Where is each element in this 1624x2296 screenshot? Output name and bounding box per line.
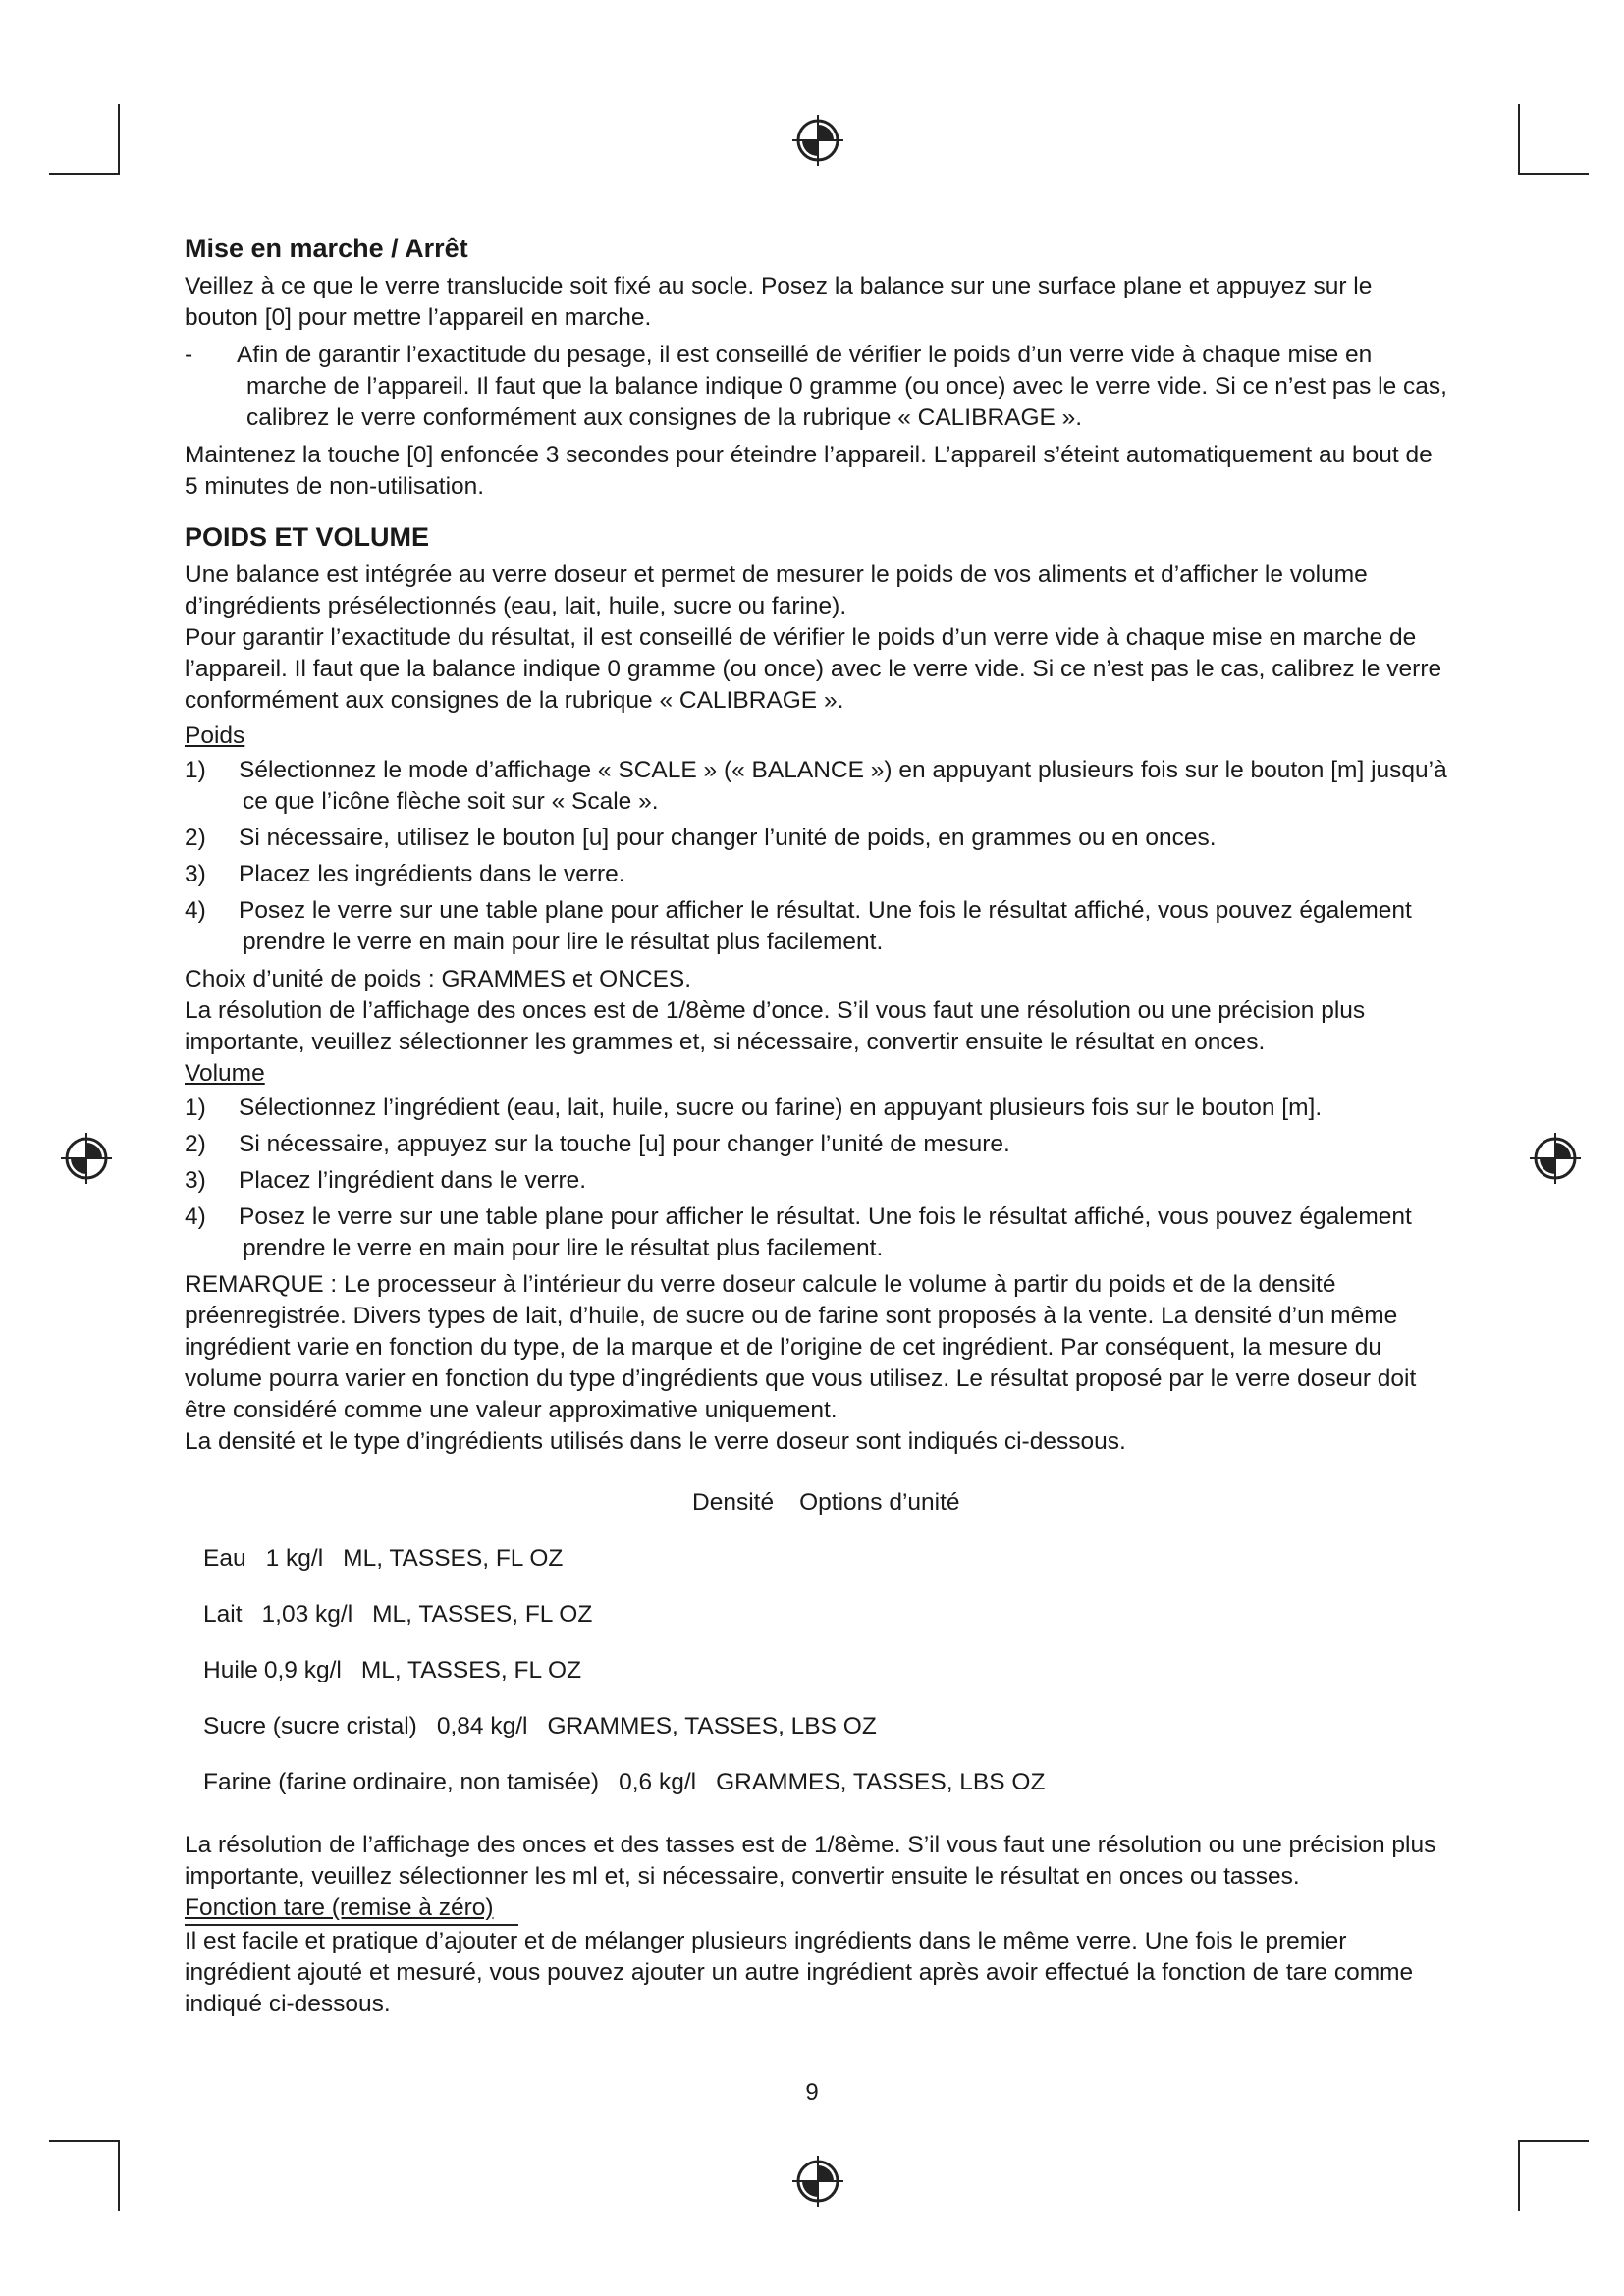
registration-mark-left-icon (57, 1129, 116, 1188)
subheading-poids: Poids (185, 722, 245, 749)
list-item (185, 1201, 1451, 1264)
step-number: 2) (185, 1131, 206, 1157)
list-item (185, 1093, 1451, 1124)
crop-mark-bottom-left-h (49, 2140, 120, 2142)
step-text: Si nécessaire, appuyez sur la touche [u] pour changer l’unité de mesure. (239, 1131, 1010, 1157)
paragraph-remarque: REMARQUE : Le processeur à l’intérieur du verre doseur calcule le volume à partir du poids et de la densité préenregistrée. Divers types de lait, d’huile, de sucre ou de farine sont proposés à la vente. La densité d’un même ingrédient varie en fonction du type, de la marque et de l’origine de cet ingrédient. Par conséquent, la mesure du volume pourra varier en fonction du type d’ingrédients que vous utilisez. Le résultat proposé par le verre doseur doit être considéré comme une valeur approximative uniquement. (185, 1271, 1417, 1423)
page-number: 9 (805, 2079, 819, 2106)
table-row (185, 1543, 1451, 1575)
paragraph-choix-unite: Choix d’unité de poids : GRAMMES et ONCES. (185, 966, 692, 992)
subheading-fonction-tare: Fonction tare (remise à zéro) (185, 1895, 494, 1921)
paragraph-resolution-onces: La résolution de l’affichage des onces est de 1/8ème d’once. S’il vous faut une résolution ou une précision plus importante, veuillez sélectionner les grammes et, si nécessaire, convertir ensuite le résultat en onces. (185, 997, 1366, 1055)
registration-mark-right-icon (1526, 1129, 1585, 1188)
registration-mark-top-icon (788, 111, 847, 170)
paragraph-arret: Maintenez la touche [0] enfoncée 3 secondes pour éteindre l’appareil. L’appareil s’éteint automatiquement au bout de 5 minutes de non-utilisation. (185, 442, 1433, 500)
section-title-poids-volume: POIDS ET VOLUME (185, 522, 430, 552)
table-row (185, 1767, 1451, 1798)
ingredient-units: ML, TASSES, FL OZ (372, 1601, 593, 1628)
crop-mark-top-left-v (118, 104, 120, 175)
step-number: 1) (185, 1095, 206, 1121)
paragraph-fonction-tare: Il est facile et pratique d’ajouter et de mélanger plusieurs ingrédients dans le même verre. Une fois le premier ingrédient ajouté et mesuré, vous pouvez ajouter un autre ingrédient après avoir effectué la fonction de tare comme indiqué ci-dessous. (185, 1928, 1414, 2017)
subheading-volume: Volume (185, 1060, 265, 1087)
density-table-header (185, 1487, 1451, 1519)
list-item (185, 1129, 1451, 1160)
volume-steps-list (185, 1093, 1451, 1264)
list-item (185, 895, 1451, 958)
paragraph-exactitude: Pour garantir l’exactitude du résultat, il est conseillé de vérifier le poids d’un verre vide à chaque mise en marche de l’appareil. Il faut que la balance indique 0 gramme (ou once) avec le verre vide. Si ce n’est pas le cas, calibrez le verre conformément aux consignes de la rubrique « CALIBRAGE ». (185, 624, 1442, 714)
ingredient-density: 0,6 kg/l (619, 1769, 697, 1795)
step-number: 3) (185, 861, 206, 887)
step-number: 4) (185, 897, 206, 924)
step-number: 2) (185, 825, 206, 851)
bullet-item (185, 340, 1451, 434)
ingredient-name: Lait (203, 1601, 243, 1628)
list-item (185, 1165, 1451, 1197)
section-title-mise-en-marche: Mise en marche / Arrêt (185, 234, 468, 263)
crop-mark-bottom-left-v (118, 2140, 120, 2211)
ingredient-density: 1,03 kg/l (261, 1601, 353, 1628)
step-number: 4) (185, 1203, 206, 1230)
ingredient-units: ML, TASSES, FL OZ (343, 1545, 564, 1572)
page-content (185, 232, 1451, 2020)
step-text: Posez le verre sur une table plane pour afficher le résultat. Une fois le résultat affiché, vous pouvez également prendre le verre en main pour lire le résultat plus facilement. (239, 897, 1412, 955)
step-number: 3) (185, 1167, 206, 1194)
bullet-text: Afin de garantir l’exactitude du pesage, il est conseillé de vérifier le poids d’un verre vide à chaque mise en marche de l’appareil. Il faut que la balance indique 0 gramme (ou once) avec le verre vide. Si ce n’est pas le cas, calibrez le verre conformément aux consignes de la rubrique « CALIBRAGE ». (237, 342, 1447, 431)
ingredient-units: GRAMMES, TASSES, LBS OZ (547, 1713, 877, 1739)
crop-mark-top-right-h (1518, 173, 1589, 175)
step-text: Sélectionnez l’ingrédient (eau, lait, huile, sucre ou farine) en appuyant plusieurs fois sur le bouton [m]. (239, 1095, 1323, 1121)
poids-steps-list (185, 755, 1451, 958)
table-row (185, 1599, 1451, 1630)
ingredient-units: ML, TASSES, FL OZ (360, 1657, 582, 1683)
ingredient-name: Huile (203, 1657, 258, 1683)
ingredient-density: 0,84 kg/l (436, 1713, 528, 1739)
paragraph-mise-en-marche: Veillez à ce que le verre translucide soit fixé au socle. Posez la balance sur une surface plane et appuyez sur le bouton [0] pour mettre l’appareil en marche. (185, 273, 1373, 331)
column-header-options-unite: Options d’unité (799, 1489, 960, 1516)
column-header-densite: Densité (692, 1489, 775, 1516)
step-text: Posez le verre sur une table plane pour afficher le résultat. Une fois le résultat affiché, vous pouvez également prendre le verre en main pour lire le résultat plus facilement. (239, 1203, 1412, 1261)
list-item (185, 755, 1451, 818)
step-text: Placez les ingrédients dans le verre. (239, 861, 625, 887)
step-text: Placez l’ingrédient dans le verre. (239, 1167, 587, 1194)
step-number: 1) (185, 757, 206, 783)
registration-mark-bottom-icon (788, 2152, 847, 2211)
step-text: Si nécessaire, utilisez le bouton [u] pour changer l’unité de poids, en grammes ou en onces. (239, 825, 1217, 851)
ingredient-name: Sucre (sucre cristal) (203, 1713, 417, 1739)
crop-mark-bottom-right-h (1518, 2140, 1589, 2142)
paragraph-densite-intro: La densité et le type d’ingrédients utilisés dans le verre doseur sont indiqués ci-dessous. (185, 1428, 1126, 1455)
table-row (185, 1711, 1451, 1742)
list-item (185, 823, 1451, 854)
ingredient-name: Eau (203, 1545, 246, 1572)
crop-mark-top-left-h (49, 173, 120, 175)
crop-mark-bottom-right-v (1518, 2140, 1520, 2211)
ingredient-density: 1 kg/l (265, 1545, 324, 1572)
paragraph-intro-balance: Une balance est intégrée au verre doseur et permet de mesurer le poids de vos aliments et d’afficher le volume d’ingrédients présélectionnés (eau, lait, huile, sucre ou farine). (185, 561, 1368, 619)
bullet-dash: - (185, 342, 193, 368)
step-text: Sélectionnez le mode d’affichage « SCALE » (« BALANCE ») en appuyant plusieurs fois sur le bouton [m] jusqu’à ce que l’icône flèche soit sur « Scale ». (239, 757, 1447, 815)
table-row (185, 1655, 1451, 1686)
ingredient-units: GRAMMES, TASSES, LBS OZ (716, 1769, 1046, 1795)
crop-mark-top-right-v (1518, 104, 1520, 175)
ingredient-name: Farine (farine ordinaire, non tamisée) (203, 1769, 600, 1795)
list-item (185, 859, 1451, 890)
ingredient-density: 0,9 kg/l (263, 1657, 342, 1683)
paragraph-resolution-tasses: La résolution de l’affichage des onces et des tasses est de 1/8ème. S’il vous faut une résolution ou une précision plus importante, veuillez sélectionner les ml et, si nécessaire, convertir ensuite le résultat en onces ou tasses. (185, 1832, 1436, 1890)
